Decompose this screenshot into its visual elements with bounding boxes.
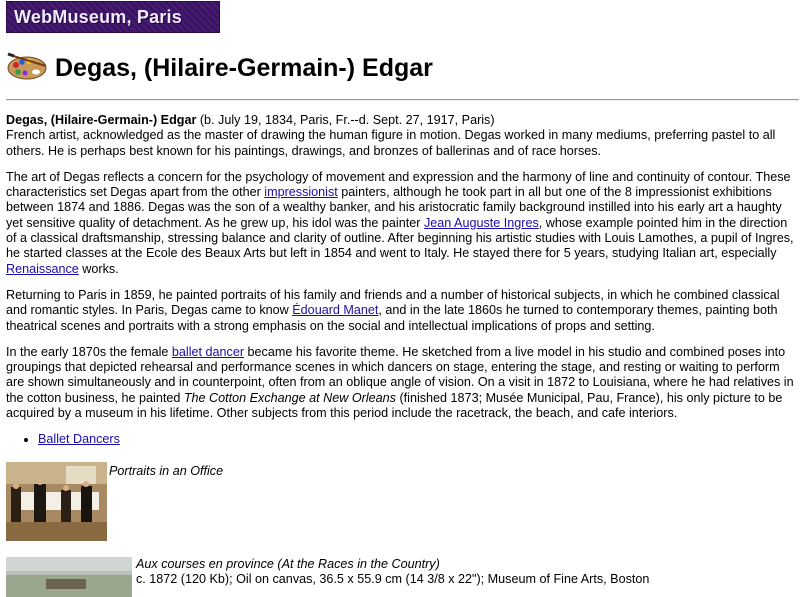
link-ballet-dancers[interactable]: Ballet Dancers [38, 432, 120, 447]
page-title: Degas, (Hilaire-Germain-) Edgar [55, 54, 433, 82]
artwork-caption [136, 557, 649, 588]
link-ballet-dancer[interactable]: ballet dancer [171, 344, 245, 359]
artwork-details: c. 1872 (120 Kb); Oil on canvas, 36.5 x 55.9 cm (14 3/8 x 22"); Museum of Fine Arts, Boston [136, 572, 650, 587]
cotton-exchange-title: The Cotton Exchange at New Orleans [183, 390, 396, 405]
related-links [6, 432, 798, 447]
artwork-thumbnail[interactable] [6, 462, 107, 541]
text: , whose example pointed him in the direction of a classical draftsmanship, stressing balance and clarity of outline. After beginning his artistic studies with Louis Lamothes, a pupil of Ingres, he started classes at the Ecole des Beaux Arts but left in 1854 and went to Italy. He stayed there for 5 years, studying Italian art, especially [6, 215, 794, 261]
paragraph-paris [6, 288, 798, 334]
palette-icon [6, 51, 50, 81]
webmuseum-banner[interactable] [6, 1, 220, 33]
text: painters, although he took part in all but one of the 8 impressionist exhibitions between 1874 and 1886. Degas was the son of a wealthy banker, and his aristocratic family background instilled into his early art a haughty yet sensitive quality of detachment. As he grew up, his idol was the painter [6, 185, 782, 230]
artist-name: Degas, (Hilaire-Germain-) Edgar [6, 113, 197, 127]
text: (finished 1873; Musée Municipal, Pau, France), his only picture to be acquired by a museum in his lifetime. Other subjects from this period include the racetrack, the beach, and cafe interiors. [6, 390, 783, 421]
artwork-thumbnail[interactable] [6, 557, 132, 597]
banner-title: WebMuseum, Paris [14, 7, 182, 27]
text: , and in the late 1860s he turned to contemporary themes, painting both theatrical scenes and portraits with a strong emphasis on the social and intellectual implications of props and setting. [6, 303, 778, 333]
artwork-title[interactable]: Aux courses en province (At the Races in the Country) [136, 557, 440, 571]
list-item [38, 432, 798, 447]
artwork-caption [109, 464, 223, 479]
article-body [6, 113, 798, 448]
text: became his favorite theme. He sketched from a live model in his studio and combined poses into groupings that depicted rehearsal and performance scenes in which dancers on stage, entering the stage, and resting or waiting to perform are shown simultaneously and in counterpoint, often from an oblique angle of vision. On a visit in 1872 to Louisiana, where he had relatives in the cotton business, he painted [6, 344, 794, 405]
link-impressionist[interactable]: impressionist [264, 185, 338, 200]
text: In the early 1870s the female [6, 344, 172, 359]
text: The art of Degas reflects a concern for the psychology of movement and expression and the harmony of line and continuity of contour. These characteristics set Degas apart from the other [6, 169, 791, 200]
bio-paragraph [6, 113, 798, 159]
link-manet[interactable]: Édouard Manet [292, 303, 379, 318]
artist-dates: (b. July 19, 1834, Paris, Fr.--d. Sept. 27, 1917, Paris) [196, 113, 495, 127]
divider [6, 99, 799, 101]
paragraph-style [6, 170, 798, 277]
bio-summary: French artist, acknowledged as the master of drawing the human figure in motion. Degas worked in many mediums, preferring pastel to all others. He is perhaps best known for his paintings, drawings, and bronzes of ballerinas and of race horses. [6, 128, 776, 158]
link-ingres[interactable]: Jean Auguste Ingres [423, 215, 539, 230]
link-renaissance[interactable]: Renaissance [6, 261, 79, 276]
text: Returning to Paris in 1859, he painted portraits of his family and friends and a number of historical subjects, in which he combined classical and romantic styles. In Paris, Degas came to know [6, 287, 780, 318]
artwork-title[interactable]: Portraits in an Office [109, 464, 224, 478]
paragraph-ballet [6, 345, 798, 421]
text: works. [78, 261, 119, 276]
